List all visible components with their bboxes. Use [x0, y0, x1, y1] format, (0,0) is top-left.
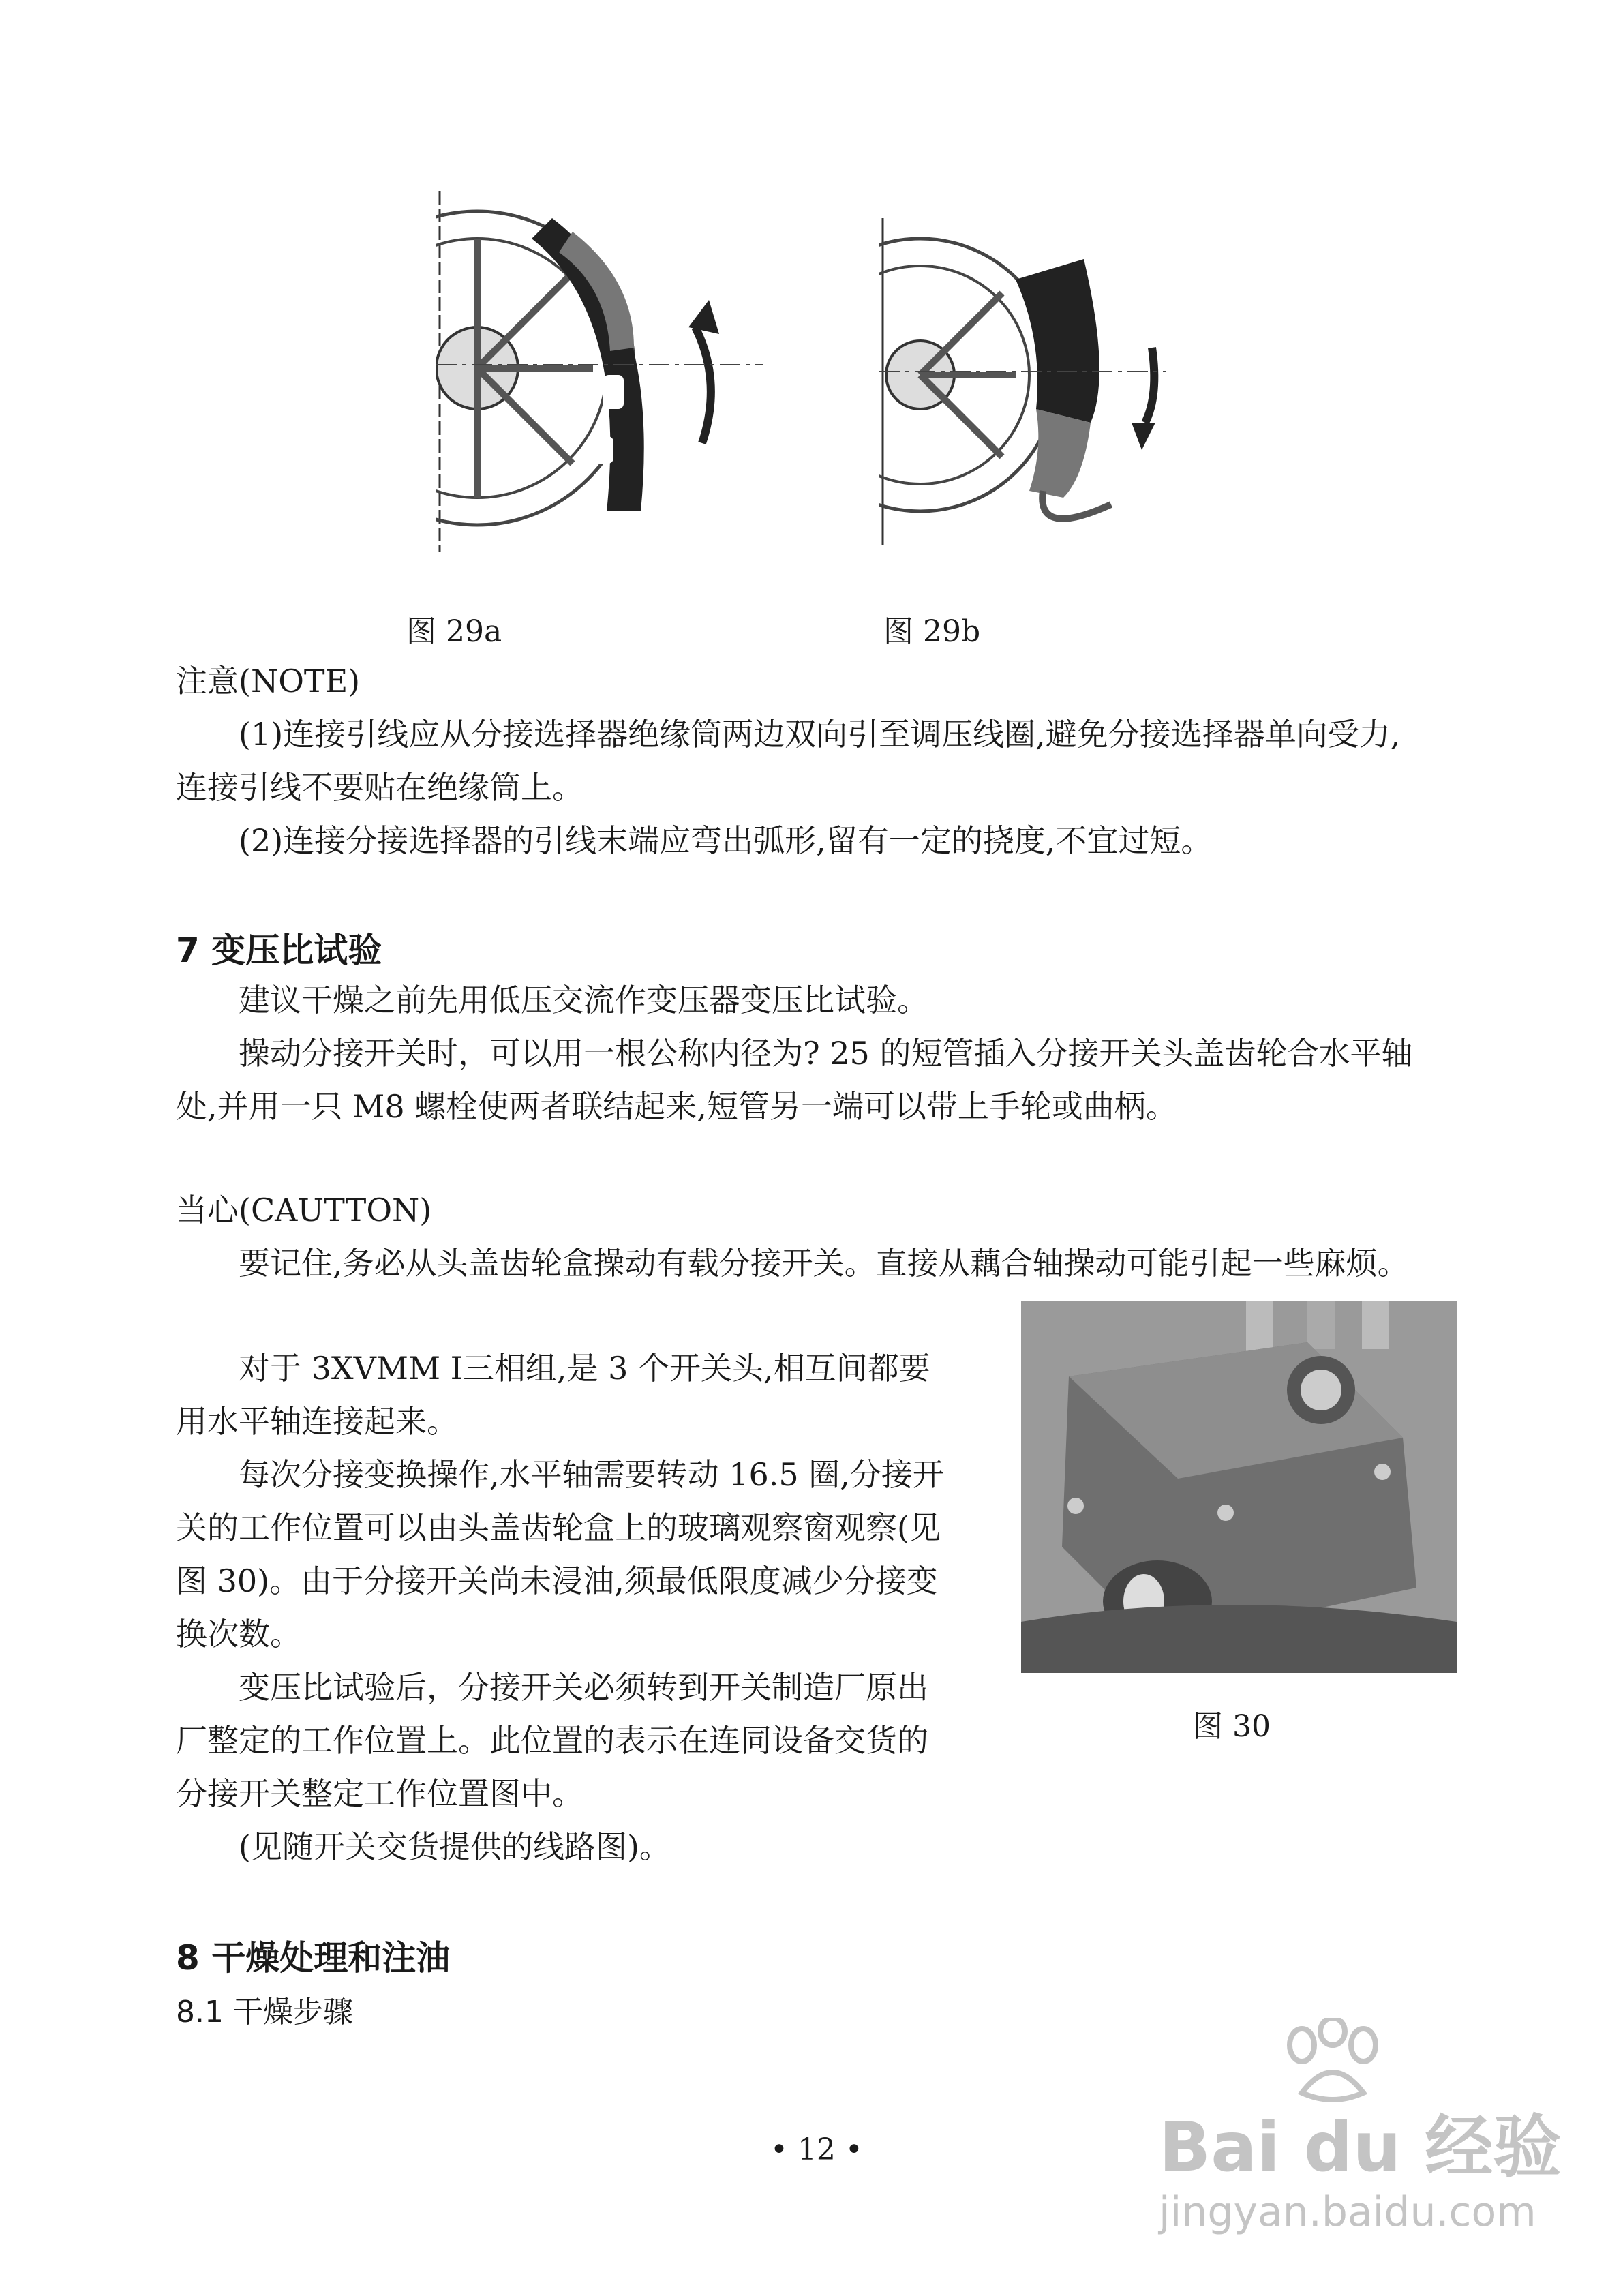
note-item-1: (1)连接引线应从分接选择器绝缘筒两边双向引至调压线圈,避免分接选择器单向受力,	[239, 716, 1401, 753]
section-7-paragraph-2: 操动分接开关时，可以用一根公称内径为? 25 的短管插入分接开关头盖齿轮合水平轴	[239, 1035, 1413, 1072]
section-7-paragraph-1: 建议干燥之前先用低压交流作变压器变压比试验。	[239, 982, 928, 1018]
figure-29a-caption: 图 29a	[406, 614, 502, 649]
column-line: 对于 3XVMM Ⅰ三相组,是 3 个开关头,相互间都要	[239, 1350, 930, 1387]
watermark-url: jingyan.baidu.com	[1159, 2188, 1536, 2236]
caution-title: 当心(CAUTTON)	[176, 1192, 432, 1228]
column-line: 厂整定的工作位置上。此位置的表示在连同设备交货的	[176, 1722, 928, 1759]
section-8-1-subheading: 8.1 干燥步骤	[176, 1995, 353, 2029]
column-line: 变压比试验后，分接开关必须转到开关制造厂原出	[239, 1669, 928, 1706]
figure-30-photo	[1021, 1301, 1457, 1673]
section-7-paragraph-2-cont: 处,并用一只 M8 螺栓使两者联结起来,短管另一端可以带上手轮或曲柄。	[176, 1088, 1177, 1125]
figure-29b-caption: 图 29b	[883, 614, 981, 649]
figure-30-caption: 图 30	[1193, 1709, 1271, 1744]
column-line: 分接开关整定工作位置图中。	[176, 1775, 583, 1812]
paw-logo-icon	[1268, 2018, 1404, 2106]
note-block	[176, 654, 1400, 867]
column-line: 每次分接变换操作,水平轴需要转动 16.5 圈,分接开	[239, 1456, 944, 1493]
column-line: 关的工作位置可以由头盖齿轮盒上的玻璃观察窗观察(见	[176, 1509, 941, 1546]
note-item-2: (2)连接分接选择器的引线末端应弯出弧形,留有一定的挠度,不宜过短。	[239, 822, 1213, 859]
column-line: 换次数。	[176, 1616, 301, 1652]
page-number: • 12 •	[770, 2132, 863, 2167]
column-line: (见随开关交货提供的线路图)。	[239, 1828, 671, 1865]
section-8-heading: 8 干燥处理和注油	[176, 1938, 451, 1978]
baidu-jingyan-watermark	[1159, 2018, 1568, 2277]
caution-text: 要记住,务必从头盖齿轮盒操动有载分接开关。直接从藕合轴操动可能引起一些麻烦。	[239, 1245, 1409, 1282]
note-title: 注意(NOTE)	[176, 663, 361, 699]
section-7-body	[176, 973, 1412, 1133]
watermark-brand: Bai du 经验	[1159, 2107, 1562, 2187]
caution-block	[176, 1183, 1409, 1290]
note-item-1-cont: 连接引线不要贴在绝缘筒上。	[176, 769, 583, 806]
figure-29a-diagram	[436, 191, 763, 559]
column-text	[176, 1342, 944, 1873]
figure-29b-diagram	[879, 218, 1166, 545]
column-line: 用水平轴连接起来。	[176, 1403, 458, 1440]
column-line: 图 30)。由于分接开关尚未浸油,须最低限度减少分接变	[176, 1562, 938, 1599]
section-7-heading: 7 变压比试验	[176, 931, 382, 970]
